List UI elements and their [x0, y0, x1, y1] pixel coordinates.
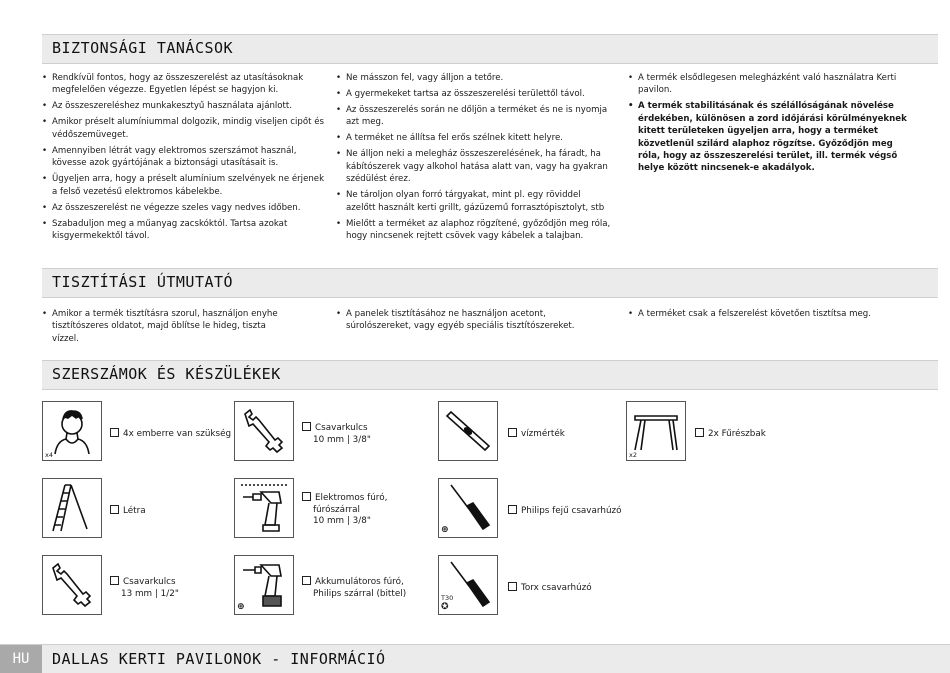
- safety-column-3: [628, 72, 910, 178]
- drill-line2: fúrószárral: [313, 504, 360, 515]
- safety-list-3: [628, 72, 910, 175]
- cleaning-list-1: [42, 308, 282, 345]
- cleaning-column-1: [42, 308, 282, 349]
- list-item: • Amennyiben létrát vagy elektromos szerszámot használ, kövesse azok gyártójának a biztonsági utasításait is.: [42, 145, 332, 170]
- electric-drill-icon: [234, 478, 294, 538]
- list-item: • A terméket ne állítsa fel erős szélnek kitett helyre.: [336, 132, 611, 144]
- torx-label-text: Torx csavarhúzó: [521, 583, 592, 593]
- list-item: • Az összeszerelés során ne dőljön a terméket és ne is nyomja azt meg.: [336, 104, 611, 129]
- list-item: • Szabaduljon meg a műanyag zacskóktól. Tartsa azokat kisgyermekektől távol.: [42, 218, 332, 243]
- cleaning-title: TISZTÍTÁSI ÚTMUTATÓ: [52, 273, 234, 291]
- cordless-label: [302, 576, 406, 600]
- list-item: • Ügyeljen arra, hogy a préselt alumínium szelvények ne érjenek a felső vezetésű elektromos kábelekbe.: [42, 173, 332, 198]
- level-checkbox[interactable]: [508, 428, 517, 437]
- list-item: • A termék elsődlegesen melegházként való használatra Kerti pavilon.: [628, 72, 910, 97]
- level-label: [508, 428, 565, 441]
- safety-column-2: [336, 72, 611, 246]
- level-label-text: vízmérték: [521, 429, 565, 439]
- torx-checkbox[interactable]: [508, 582, 517, 591]
- wrench-icon: [42, 555, 102, 615]
- ladder-label: [110, 505, 146, 518]
- list-item: • Amikor préselt alumíniummal dolgozik, mindig viseljen cipőt és védőszemüveget.: [42, 116, 332, 141]
- philips-label: [508, 505, 622, 518]
- wrench13-line2: 13 mm | 1/2": [121, 588, 179, 599]
- list-item: • Az összeszereléshez munkakesztyű használata ajánlott.: [42, 100, 332, 112]
- people-label: [110, 428, 231, 441]
- torx-label: [508, 582, 592, 595]
- cleaning-list-3: [628, 308, 910, 320]
- sawhorse-label-text: 2x Fűrészbak: [708, 429, 766, 439]
- cordless-plus-icon: ⊕: [237, 602, 245, 612]
- list-item: • A gyermekeket tartsa az összeszerelési területtől távol.: [336, 88, 611, 100]
- philips-checkbox[interactable]: [508, 505, 517, 514]
- sawhorse-label: [695, 428, 766, 441]
- cordless-line1: Akkumulátoros fúró,: [315, 577, 404, 587]
- torx-screwdriver-icon: [438, 555, 498, 615]
- people-checkbox[interactable]: [110, 428, 119, 437]
- list-item: • Rendkívül fontos, hogy az összeszerelést az utasításoknak megfelelően végezze. Egyetlen lépést se hagyjon ki.: [42, 72, 332, 97]
- sawhorse-qty: x2: [629, 451, 637, 459]
- torx-bit-label: T30: [441, 594, 454, 602]
- footer-title: DALLAS KERTI PAVILONOK - INFORMÁCIÓ: [52, 650, 386, 668]
- list-item: • Amikor a termék tisztításra szorul, használjon enyhe tisztítószeres oldatot, majd öblítse le hideg, tiszta vízzel.: [42, 308, 282, 345]
- ladder-checkbox[interactable]: [110, 505, 119, 514]
- wrench10-checkbox[interactable]: [302, 422, 311, 431]
- wrench10-label: [302, 422, 371, 446]
- wrench13-checkbox[interactable]: [110, 576, 119, 585]
- cordless-drill-icon: [234, 555, 294, 615]
- philips-label-text: Philips fejű csavarhúzó: [521, 506, 622, 516]
- list-item: • A terméket csak a felszerelést követően tisztítsa meg.: [628, 308, 910, 320]
- drill-line3: 10 mm | 3/8": [313, 516, 371, 526]
- list-item: • Mielőtt a terméket az alaphoz rögzítené, győződjön meg róla, hogy nincsenek rejtett csövek vagy kábelek a talajban.: [336, 218, 611, 243]
- list-item: • Ne másszon fel, vagy álljon a tetőre.: [336, 72, 611, 84]
- tools-title: SZERSZÁMOK ÉS KÉSZÜLÉKEK: [52, 365, 281, 383]
- safety-list-1: [42, 72, 332, 242]
- wrench-icon: [234, 401, 294, 461]
- phillips-plus-icon: ⊕: [441, 525, 449, 535]
- cordless-line2: Philips szárral (bittel): [313, 588, 407, 599]
- sawhorse-icon: [626, 401, 686, 461]
- safety-list-2: [336, 72, 611, 242]
- list-item: • Ne álljon neki a melegház összeszerelésének, ha fáradt, ha kábítószerek vagy alkohol hatása alatt van, vagy ha gyakran szédülést érez.: [336, 148, 611, 185]
- wrench13-label: [110, 576, 179, 600]
- list-item: • A panelek tisztításához ne használjon acetont, súrolószereket, vagy egyéb speciális tisztítószereket.: [336, 308, 576, 333]
- list-item: • A termék stabilitásának és szélállóságának növelése érdekében, különösen a zord időjárási körülményeknek kitett területeken ügyeljen arra, hogy a terméket közvetlenül szilárd alaphoz rögzítse. Győződjön meg róla, hogy az összeszerelési terület, ill. termék végső helye között nincsenek-e akadályok.: [628, 100, 910, 174]
- ladder-label-text: Létra: [123, 506, 146, 516]
- sawhorse-checkbox[interactable]: [695, 428, 704, 437]
- torx-star-icon: ✪: [441, 602, 449, 612]
- cordless-checkbox[interactable]: [302, 576, 311, 585]
- cleaning-list-2: [336, 308, 576, 333]
- cleaning-section-header: [42, 268, 938, 298]
- list-item: • Ne tároljon olyan forró tárgyakat, mint pl. egy röviddel azelőtt használt kerti grillt, gázüzemű forrasztópisztolyt, stb: [336, 189, 611, 214]
- safety-column-1: [42, 72, 332, 246]
- cleaning-column-3: [628, 308, 910, 324]
- person-icon: [42, 401, 102, 461]
- language-badge: HU: [0, 645, 42, 673]
- ladder-icon: [42, 478, 102, 538]
- drill-line1: Elektromos fúró,: [315, 493, 388, 503]
- tools-section-header: [42, 360, 938, 390]
- safety-section-header: [42, 34, 938, 64]
- people-label-text: 4x emberre van szükség: [123, 429, 232, 439]
- wrench13-line1: Csavarkulcs: [123, 577, 176, 587]
- people-qty: x4: [45, 451, 53, 459]
- drill-checkbox[interactable]: [302, 492, 311, 501]
- wrench10-line2: 10 mm | 3/8": [313, 434, 371, 445]
- wrench10-line1: Csavarkulcs: [315, 423, 368, 433]
- safety-title: BIZTONSÁGI TANÁCSOK: [52, 39, 234, 57]
- phillips-screwdriver-icon: [438, 478, 498, 538]
- list-item: • Az összeszerelést ne végezze szeles vagy nedves időben.: [42, 202, 332, 214]
- footer-bar: [0, 644, 950, 673]
- drill-label: [302, 492, 387, 528]
- cleaning-column-2: [336, 308, 576, 336]
- spirit-level-icon: [438, 401, 498, 461]
